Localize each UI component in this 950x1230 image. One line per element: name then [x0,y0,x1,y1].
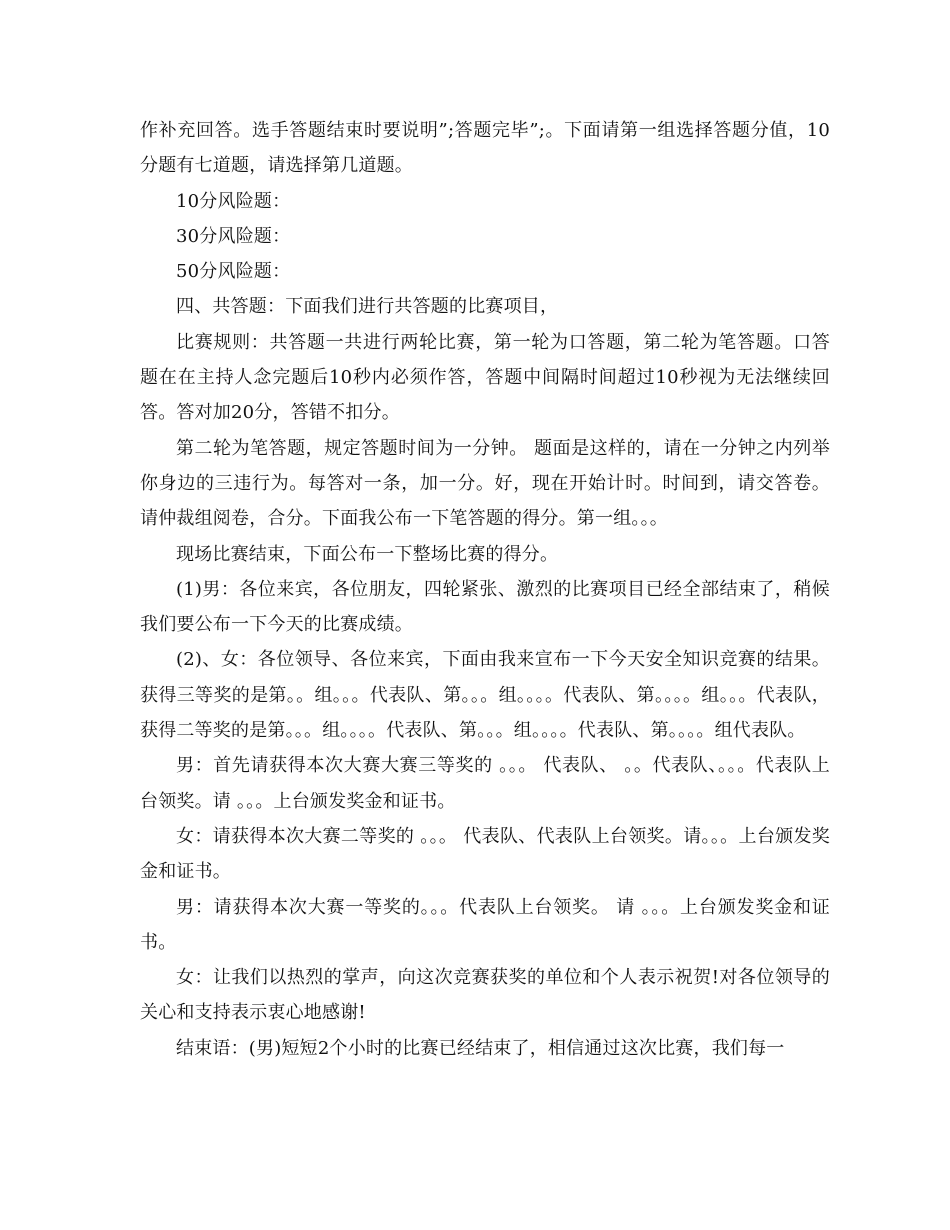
paragraph-risk-10: 10分风险题： [176,190,291,212]
paragraph-rules: 比赛规则：共答题一共进行两轮比赛，第一轮为口答题，第二轮为笔答题。口答题在在主持人念完题后10秒内必须作答，答题中间隔时间超过10秒视为无法继续回答。答对加20分，答错不扣分。 [140,331,830,424]
paragraph-section-4-heading: 四、共答题：下面我们进行共答题的比赛项目， [176,296,559,318]
paragraph-closing-remarks: 结束语：(男)短短2个小时的比赛已经结束了，相信通过这次比赛，我们每一 [176,1037,785,1059]
paragraph-female-congratulations: 女：让我们以热烈的掌声，向这次竞赛获奖的单位和个人表示祝贺!对各位领导的关心和支持表示衷心地感谢! [140,967,830,1024]
paragraph-male-host-1: (1)男：各位来宾，各位朋友，四轮紧张、激烈的比赛项目已经全部结束了，稍候我们要公布一下今天的比赛成绩。 [140,578,830,636]
paragraph-second-round: 第二轮为笔答题，规定答题时间为一分钟。 题面是这样的，请在一分钟之内列举你身边的三违行为。每答对一条，加一分。好，现在开始计时。时间到，请交答卷。请仲裁组阅卷，合分。下面我公布一下笔答题的得分。第一组。。。 [140,437,830,530]
paragraph-competition-end: 现场比赛结束，下面公布一下整场比赛的得分。 [176,543,559,565]
document-body [140,113,830,1066]
paragraph-continuation: 作补充回答。选手答题结束时要说明”;答题完毕”;。下面请第一组选择答题分值，10分题有七道题，请选择第几道题。 [140,120,830,177]
paragraph-risk-50: 50分风险题： [176,261,291,283]
paragraph-male-first-prize: 男：请获得本次大赛一等奖的。。。代表队上台领奖。 请 。。。上台颁发奖金和证书。 [140,896,830,953]
paragraph-male-third-prize: 男：首先请获得本次大赛大赛三等奖的 。。。 代表队、 。。代表队、。。。代表队上台领奖。请 。。。上台颁发奖金和证书。 [140,755,830,812]
paragraph-female-second-prize: 女：请获得本次大赛二等奖的 。。。 代表队、代表队上台领奖。请。。。上台颁发奖金和证书。 [140,825,830,883]
paragraph-risk-30: 30分风险题： [176,225,291,247]
paragraph-female-host-results: (2)、女：各位领导、各位来宾，下面由我来宣布一下今天安全知识竞赛的结果。获得三等奖的是第。。组。。。代表队、第。。。组。。。。代表队、第。。。。组。。。代表队，获得二等奖的是第。。。组。。。。代表队、第。。。组。。。。代表队、第。。。。组代表队。 [140,649,830,742]
